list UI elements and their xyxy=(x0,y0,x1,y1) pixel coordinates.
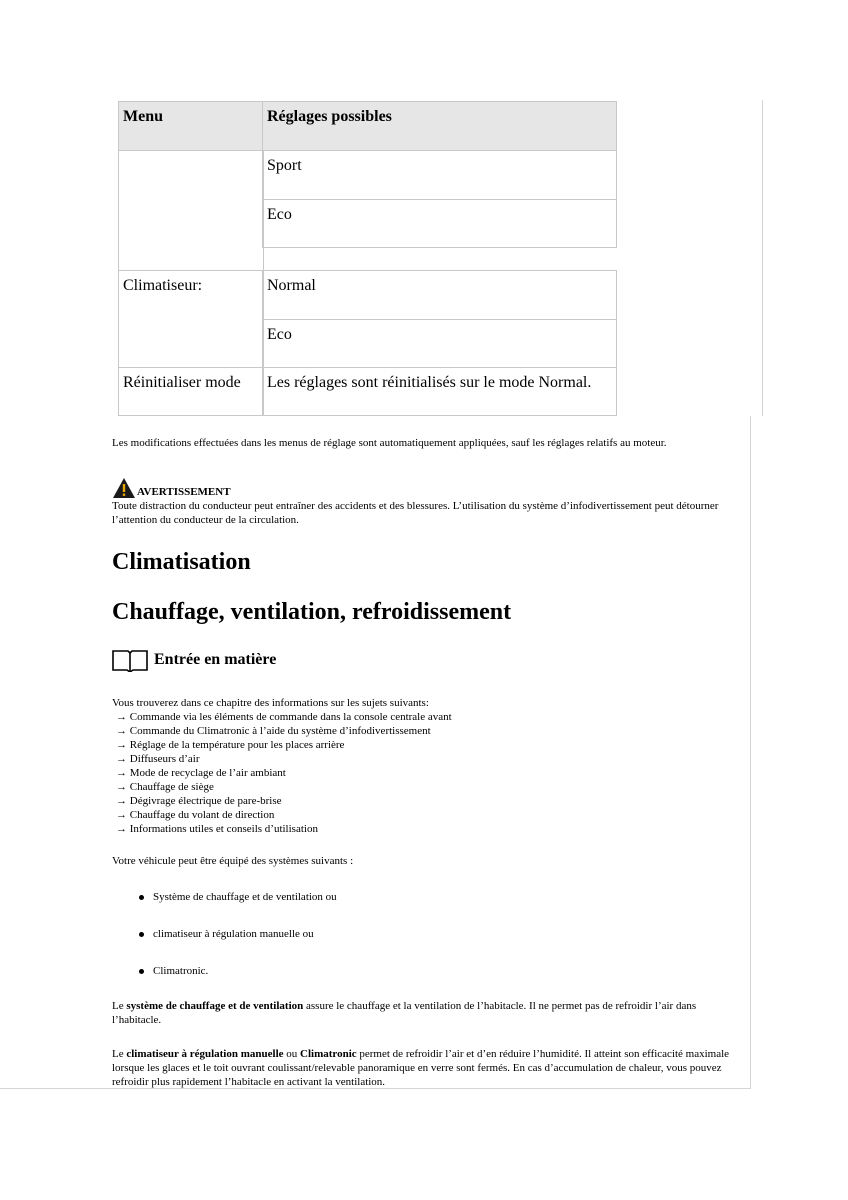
table-cell-menu xyxy=(118,150,264,270)
list-item-text: Climatronic. xyxy=(153,965,209,977)
book-icon xyxy=(112,648,148,672)
text-run: assure le chauffage et la ventilation de l’habitacle. Il ne permet pas de refroidir l’air dans l’habitacle. xyxy=(112,1000,697,1026)
paragraph-aircon xyxy=(112,1047,744,1089)
list-item-text: Système de chauffage et de ventilation ou xyxy=(153,891,337,903)
warning-text: Toute distraction du conducteur peut entraîner des accidents et des blessures. L’utilisation du système d’infodivertissement peut détourner l’attention du conducteur de la circulation. xyxy=(112,500,719,526)
intro-text: Vous trouverez dans ce chapitre des informations sur les sujets suivants: xyxy=(112,697,429,709)
paragraph-heating xyxy=(112,999,744,1027)
text-run: Le xyxy=(112,1048,127,1060)
table-cell-setting: Sport xyxy=(262,150,617,200)
text-bold: climatiseur à régulation manuelle xyxy=(126,1048,284,1060)
table-cell-menu: Climatiseur: xyxy=(118,270,264,368)
list-item xyxy=(139,891,337,903)
list-item: → Informations utiles et conseils d’utilisation xyxy=(116,823,318,835)
subsection-title: Entrée en matière xyxy=(154,651,277,668)
list-item: → Commande du Climatronic à l’aide du système d’infodivertissement xyxy=(116,725,431,737)
table-cell-setting: Les réglages sont réinitialisés sur le mode Normal. xyxy=(262,367,617,416)
table-header-settings: Réglages possibles xyxy=(262,101,617,151)
text-run: permet de refroidir l’air et d’en réduire l’humidité. Il atteint son efficacité maximale lorsque les glaces et le toit ouvrant coulissant/relevable panoramique en verre sont fermés. En cas d’accumulation de chaleur, vous pouvez refroidir plus rapidement l’habitacle en activant la ventilation. xyxy=(112,1048,730,1088)
table-cell-setting: Normal xyxy=(262,270,617,320)
frame-line xyxy=(762,100,763,416)
list-item: → Mode de recyclage de l’air ambiant xyxy=(116,767,286,779)
text-run: ou xyxy=(283,1048,301,1060)
list-item: → Chauffage du volant de direction xyxy=(116,809,275,821)
section-title: Chauffage, ventilation, refroidissement xyxy=(112,599,512,625)
list-item-text: climatiseur à régulation manuelle ou xyxy=(153,928,314,940)
text-bold: système de chauffage et de ventilation xyxy=(126,1000,304,1012)
list-item xyxy=(139,965,208,977)
list-item: → Diffuseurs d’air xyxy=(116,753,200,765)
bullet-icon xyxy=(139,969,144,974)
bullet-icon xyxy=(139,895,144,900)
warning-box xyxy=(112,477,742,527)
frame-line xyxy=(750,416,751,1088)
table-cell-setting: Eco xyxy=(262,199,617,248)
table-cell-menu: Réinitialiser mode xyxy=(118,367,264,416)
list-item xyxy=(139,928,314,940)
warning-icon xyxy=(112,477,136,499)
warning-title: AVERTISSEMENT xyxy=(137,486,231,498)
bullet-icon xyxy=(139,932,144,937)
table-cell-setting: Eco xyxy=(262,319,617,368)
text-run: Le xyxy=(112,1000,127,1012)
topic-list xyxy=(116,710,452,836)
list-item: → Chauffage de siège xyxy=(116,781,214,793)
systems-intro: Votre véhicule peut être équipé des systèmes suivants : xyxy=(112,855,354,867)
page-title: Climatisation xyxy=(112,549,251,575)
list-item: → Commande via les éléments de commande dans la console centrale avant xyxy=(116,711,452,723)
table-header-menu: Menu xyxy=(118,101,264,151)
text-bold: Climatronic xyxy=(300,1048,357,1060)
list-item: → Dégivrage électrique de pare-brise xyxy=(116,795,282,807)
list-item: → Réglage de la température pour les places arrière xyxy=(116,739,345,751)
subsection-heading xyxy=(112,648,276,672)
settings-note: Les modifications effectuées dans les menus de réglage sont automatiquement appliquées, sauf les réglages relatifs au moteur. xyxy=(112,437,667,449)
